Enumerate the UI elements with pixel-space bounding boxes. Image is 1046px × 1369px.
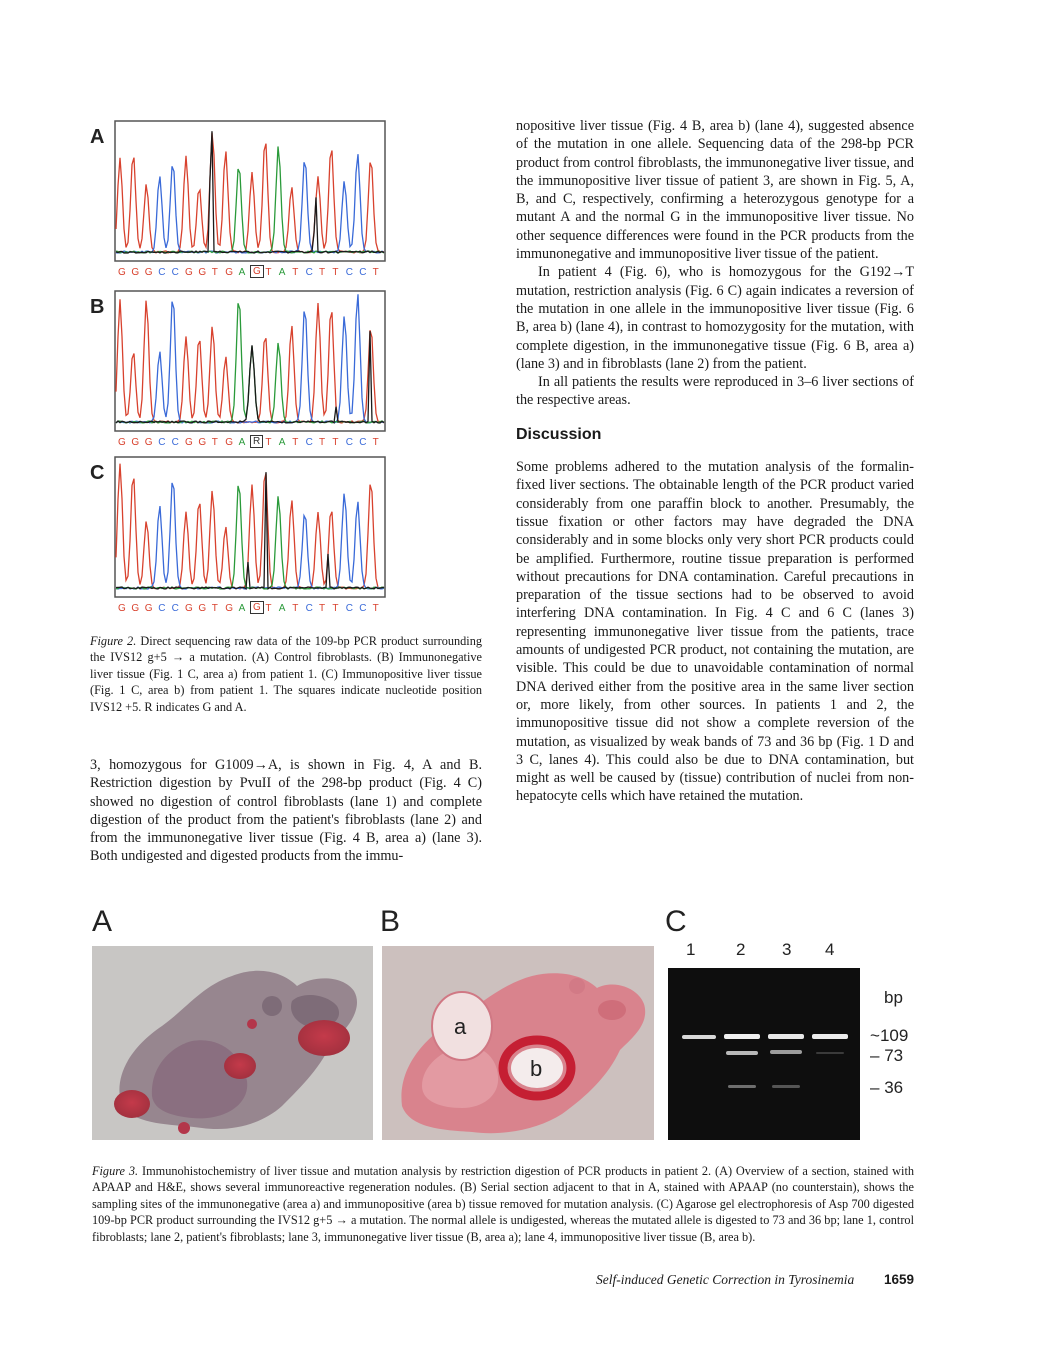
fig3-letter-a: A: [92, 905, 113, 938]
sequence-base: G: [185, 267, 193, 278]
sequence-base: G: [131, 437, 140, 448]
sequence-base: T: [211, 603, 218, 614]
sequence-base: G: [225, 437, 233, 448]
sequence-base: T: [319, 603, 326, 614]
sequence-base: A: [278, 603, 286, 614]
sequence-base: G: [118, 267, 126, 278]
sequence-base: G: [131, 267, 140, 278]
sequence-base: T: [332, 603, 339, 614]
sequence-base: C: [171, 437, 179, 448]
sequence-base: C: [171, 603, 179, 614]
gel-lane-2-label: 2: [736, 940, 746, 959]
fig3-panel-b-histology-image: [382, 946, 654, 1140]
fig2-panel-b-chromatogram: [114, 290, 386, 432]
left-paragraph: 3, homozygous for G1009→A, is shown in Fig. 4, A and B. Restriction digestion by PvuII of the 298-bp product (Fig. 4 C) showed no digestion of control fibroblasts (lane 1) and complete digestion of the product from the patient's fibroblasts (lane 2) and from the immunonegative liver tissue (Fig. 4 B, area a) (lane 3). Both undigested and digested products from the immu-: [90, 757, 482, 865]
gel-marker-36: – 36: [870, 1078, 904, 1097]
sequence-base: G: [144, 603, 153, 614]
sequence-base: A: [238, 267, 246, 278]
figure-2-caption-text: Direct sequencing raw data of the 109-bp PCR product surrounding the IVS12 g+5 → a mutation. (A) Control fibroblasts. (B) Immunonegative liver tissue (Fig. 1 C, area a) from patient 1. (C) Immunopositive liver tissue (Fig. 1 C, area b) from patient 1. The squares indicate nucleotide position IVS12 +5. R indicates G and A.: [90, 634, 482, 714]
fig3-letter-b: B: [380, 905, 401, 938]
running-title: Self-induced Genetic Correction in Tyrosinemia: [596, 1272, 855, 1287]
gel-lane-4-label: 4: [825, 940, 835, 959]
fig3-letter-c: C: [665, 905, 687, 938]
sequence-base: T: [332, 267, 339, 278]
sequence-base: G: [131, 603, 140, 614]
right-column-text: [516, 117, 914, 806]
fig2-panel-c-sequence: [116, 602, 388, 618]
figure-3-caption: [92, 1163, 914, 1245]
right-paragraph-4: Some problems adhered to the mutation analysis of the formalin-fixed liver sections. The obtainable length of the PCR product varied considerably from one paraffin block to another. Presumably, the tissue fixation or other factors may have degraded the DNA considerably and in some blocks only very short PCR products could be amplified. Furthermore, routine tissue preparation is performed without precautions for DNA contamination. Careful precautions in preparation of the tissue sections had to be observed to avoid interfering DNA contamination. In Fig. 4 C and 6 C (lanes 3) representing immunonegative liver tissue from the patients, trace amounts of undigested PCR product, not containing the mutation, are visible. This could be due to unavoidable contamination of normal DNA derived either from the positive area in the same liver section or, more likely, from other sources. In patients 1 and 2, the immunopositive tissue did not show a complete reversion of the mutation, as visualized by weak bands of 73 and 36 bp (Fig. 1 D and 3 C, lanes 4). This could also be due to DNA contamination, but might as well be caused by (tissue) contribution of nuclei from non-hepatocyte cells which have retained the mutation.: [516, 459, 914, 805]
sequence-base: T: [372, 267, 379, 278]
sequence-base: T: [292, 437, 299, 448]
sequence-base: C: [158, 267, 166, 278]
sequence-base: T: [332, 437, 339, 448]
left-column-text: [90, 756, 482, 866]
gel-lane-3-label: 3: [782, 940, 792, 959]
sequence-base: G: [144, 267, 153, 278]
gel-marker-109: ~109: [870, 1026, 909, 1045]
fig2-panel-a-chromatogram: [114, 120, 386, 262]
sequence-base: G: [225, 267, 233, 278]
sequence-base: A: [238, 437, 246, 448]
sequence-base: G: [198, 603, 207, 614]
sequence-base: T: [265, 603, 272, 614]
fig2-panel-b-letter: B: [90, 296, 105, 318]
sequence-base: G: [185, 603, 193, 614]
sequence-base: C: [171, 267, 179, 278]
fig2-panel-b-sequence: [116, 436, 388, 452]
right-paragraph-2: In patient 4 (Fig. 6), who is homozygous for the G192→T mutation, restriction analysis (Fig. 6 C) again indicates a reversion of the mutation in one allele in the immunopositive liver tissue (Fig. 6 B, area b) (lane 4), in contrast to homozygosity for the mutation, with complete digestion, in the immunonegative tissue (Fig. 6 B, area a) (lane 3) and in fibroblasts (lane 2) from the patient.: [516, 264, 914, 372]
figure-2-caption-label: Figure 2.: [90, 634, 137, 648]
right-paragraph-3: In all patients the results were reproduced in 3–6 liver sections of the respective areas.: [516, 374, 914, 409]
sequence-base: A: [278, 267, 286, 278]
figure-2-caption: [90, 633, 482, 715]
sequence-base: T: [265, 267, 272, 278]
sequence-base: A: [278, 437, 286, 448]
sequence-base: C: [345, 267, 354, 278]
right-paragraph-1: nopositive liver tissue (Fig. 4 B, area b) (lane 4), suggested absence of the mutation in one allele. Sequencing data of the 298-bp PCR product from control fibroblasts, the immunonegative liver tissue, and the immunopositive liver tissue of patient 3, are shown in Fig. 5, A, B, and C, respectively, confirming a heterozygous genotype for a mutant A and the normal G in the immunopositive liver tissue. No other sequence differences were found in the PCR products from the immunonegative and immunopositive liver tissue of the patient.: [516, 118, 914, 263]
discussion-heading: Discussion: [516, 425, 602, 443]
sequence-base: R: [250, 435, 263, 448]
sequence-base: C: [345, 603, 354, 614]
sequence-base: G: [250, 265, 264, 278]
sequence-base: C: [305, 267, 313, 278]
fig3-panel-c-gel-image: [668, 968, 860, 1140]
sequence-base: T: [292, 267, 299, 278]
sequence-base: G: [250, 601, 264, 614]
sequence-base: G: [225, 603, 233, 614]
sequence-base: C: [305, 437, 313, 448]
sequence-base: T: [211, 267, 218, 278]
figure-3-caption-text: Immunohistochemistry of liver tissue and mutation analysis by restriction digestion of PCR products in patient 2. (A) Overview of a section, stained with APAAP and H&E, shows several immunoreactive regeneration nodules. (B) Serial section adjacent to that in A, stained with APAAP (no counterstain), shows the sampling sites of the immunonegative (area a) and immunopositive (area b) tissue removed for mutation analysis. (C) Agarose gel electrophoresis of Asp 700 digested 109-bp PCR product surrounding the IVS12 g+5 → a mutation. The normal allele is undigested, whereas the mutated allele is digested to 73 and 36 bp; lane 1, control fibroblasts; lane 2, patient's fibroblasts; lane 3, immunonegative liver tissue (B, area a); lane 4, immunopositive liver tissue (B, area b).: [92, 1164, 915, 1244]
fig3-area-a-label: a: [454, 1014, 467, 1039]
sequence-base: G: [185, 437, 193, 448]
sequence-base: T: [292, 603, 299, 614]
sequence-base: C: [158, 603, 166, 614]
fig2-panel-a-sequence: [116, 266, 388, 282]
fig3-area-b-label: b: [530, 1056, 543, 1081]
sequence-base: G: [198, 437, 207, 448]
sequence-base: T: [319, 267, 326, 278]
fig3-panel-a-histology-image: [92, 946, 373, 1140]
sequence-base: T: [265, 437, 272, 448]
sequence-base: G: [144, 437, 153, 448]
sequence-base: C: [359, 603, 367, 614]
gel-lane-1-label: 1: [686, 940, 696, 959]
sequence-base: G: [118, 603, 126, 614]
fig2-panel-c-chromatogram: [114, 456, 386, 598]
sequence-base: T: [319, 437, 326, 448]
page-number: 1659: [884, 1272, 915, 1287]
sequence-base: A: [238, 603, 246, 614]
sequence-base: G: [198, 267, 207, 278]
sequence-base: C: [305, 603, 313, 614]
gel-marker-73: – 73: [870, 1046, 904, 1065]
fig2-panel-a-letter: A: [90, 126, 105, 148]
sequence-base: T: [372, 603, 379, 614]
sequence-base: C: [345, 437, 354, 448]
sequence-base: C: [158, 437, 166, 448]
sequence-base: G: [118, 437, 126, 448]
sequence-base: C: [359, 437, 367, 448]
gel-bp-unit: bp: [884, 988, 903, 1007]
sequence-base: C: [359, 267, 367, 278]
fig2-panel-c-letter: C: [90, 462, 105, 484]
sequence-base: T: [211, 437, 218, 448]
sequence-base: T: [372, 437, 379, 448]
figure-3-caption-label: Figure 3.: [92, 1164, 139, 1178]
